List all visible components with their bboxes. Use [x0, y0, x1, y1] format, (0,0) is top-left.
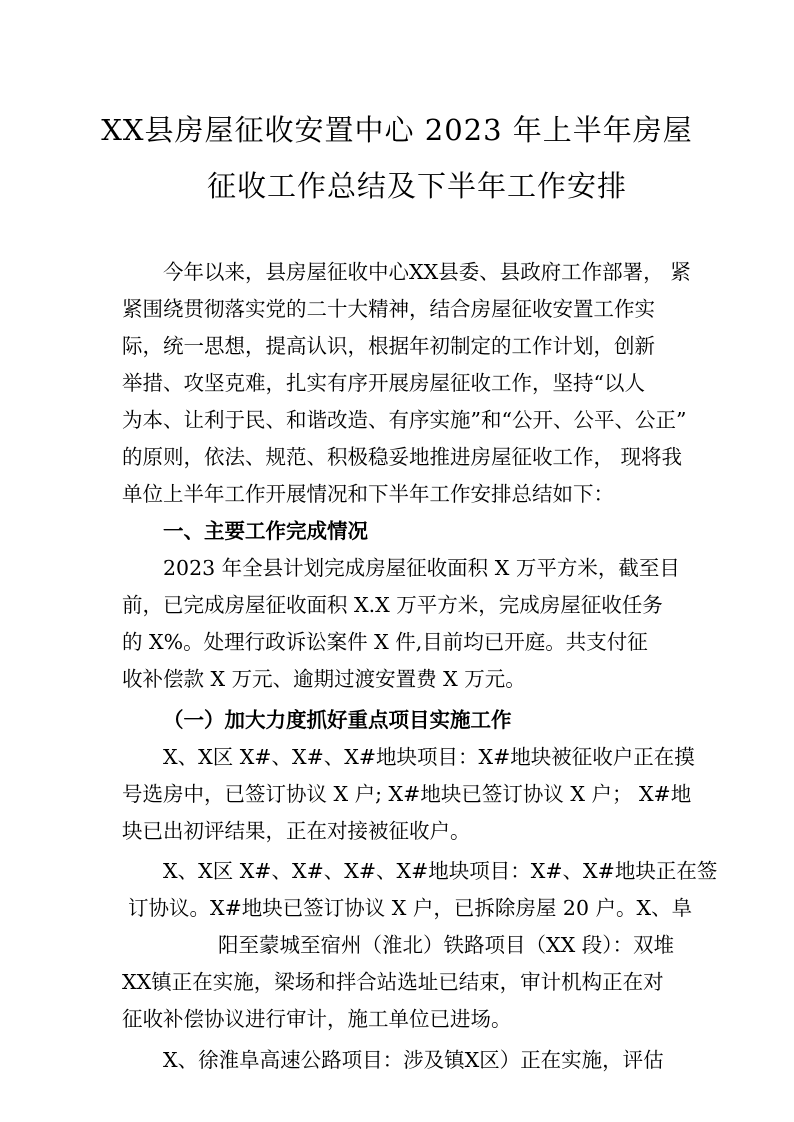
paragraph-line: 阳至蒙城至宿州（淮北）铁路项目（XX 段）：双堆: [218, 933, 674, 957]
paragraph-line: 块已出初评结果，正在对接被征收户。: [122, 819, 471, 843]
paragraph-line: 际，统一思想，提高认识，根据年初制定的工作计划，创新: [122, 334, 655, 358]
paragraph-line: 的原则，依法、规范、积极稳妥地推进房屋征收工作， 现将我: [122, 445, 683, 469]
paragraph-line: 订协议。X#地块已签订协议 X 户，已拆除房屋 20 户。X、阜: [128, 896, 693, 920]
paragraph-line: X、徐淮阜高速公路项目：涉及镇X区）正在实施，评估: [163, 1048, 664, 1072]
paragraph-line: 2023 年全县计划完成房屋征收面积 X 万平方米，截至目: [163, 556, 680, 580]
paragraph-line: 今年以来，县房屋征收中心XX县委、县政府工作部署， 紧: [163, 260, 691, 284]
paragraph-line: 号选房中，已签订协议 X 户; X#地块已签订协议 X 户； X#地: [122, 782, 692, 806]
paragraph-line: 前，已完成房屋征收面积 X.X 万平方米，完成房屋征收任务: [122, 593, 663, 617]
paragraph-line: 收补偿款 X 万元、逾期过渡安置费 X 万元。: [122, 667, 526, 691]
subsection-heading: （一）加大力度抓好重点项目实施工作: [163, 708, 512, 732]
paragraph-line: 的 X%。处理行政诉讼案件 X 件,目前均已开庭。共支付征: [122, 630, 648, 654]
paragraph-line: 举措、攻坚克难，扎实有序开展房屋征收工作，坚持“以人: [122, 371, 645, 395]
paragraph-line: X、X区 X#、X#、X#地块项目：X#地块被征收户正在摸: [163, 745, 695, 769]
paragraph-line: 紧围绕贯彻落实党的二十大精神，结合房屋征收安置工作实: [122, 297, 655, 321]
paragraph-line: 征收补偿协议进行审计，施工单位已进场。: [122, 1007, 512, 1031]
section-heading: 一、主要工作完成情况: [163, 519, 368, 543]
paragraph-line: XX镇正在实施，梁场和拌合站选址已结束，审计机构正在对: [122, 970, 664, 994]
paragraph-line: 为本、让利于民、和谐改造、有序实施”和“公开、公平、公正”: [122, 408, 687, 432]
paragraph-line: 单位上半年工作开展情况和下半年工作安排总结如下：: [122, 482, 614, 506]
paragraph-line: X、X区 X#、X#、X#、X#地块项目：X#、X#地块正在签: [163, 859, 718, 883]
document-title-line-2: 征收工作总结及下半年工作安排: [206, 169, 627, 203]
document-title-line-1: XX县房屋征收安置中心 2023 年上半年房屋: [101, 113, 693, 147]
